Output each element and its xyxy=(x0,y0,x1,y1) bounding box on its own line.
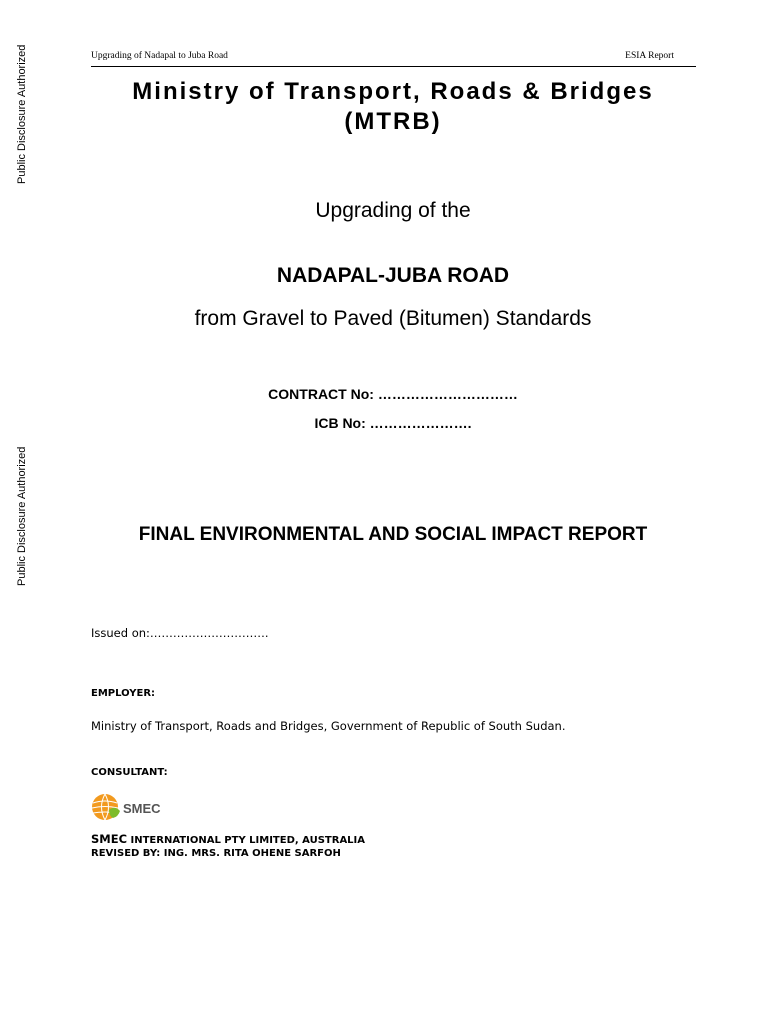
ministry-title-line1: Ministry of Transport, Roads & Bridges xyxy=(132,78,654,105)
employer-value: Ministry of Transport, Roads and Bridges, Government of Republic of South Sudan. xyxy=(91,719,566,733)
ministry-title-line2: (MTRB) xyxy=(344,108,442,135)
logo-text: SMEC xyxy=(123,801,161,816)
road-name: NADAPAL-JUBA ROAD xyxy=(276,264,510,287)
smec-logo xyxy=(85,793,175,823)
watermark-bottom: Public Disclosure Authorized xyxy=(16,446,28,586)
header-project-title: Upgrading of Nadapal to Juba Road xyxy=(91,51,228,61)
revised-by: REVISED BY: ING. MRS. RITA OHENE SARFOH xyxy=(91,848,341,859)
consultant-label: CONSULTANT: xyxy=(91,767,168,778)
consultant-name-rest: INTERNATIONAL PTY LIMITED, AUSTRALIA xyxy=(127,835,366,846)
consultant-brand: SMEC xyxy=(91,832,128,846)
consultant-name xyxy=(91,832,365,846)
watermark-top: Public Disclosure Authorized xyxy=(16,44,28,184)
ministry-title xyxy=(0,77,768,137)
icb-number: ICB No: …………………. xyxy=(314,415,472,431)
employer-label: EMPLOYER: xyxy=(91,688,156,699)
report-title: FINAL ENVIRONMENTAL AND SOCIAL IMPACT REPORT xyxy=(138,524,648,545)
upgrading-line: Upgrading of the xyxy=(315,199,471,222)
contract-number: CONTRACT No: ………………………… xyxy=(268,386,518,402)
standards-line: from Gravel to Paved (Bitumen) Standards xyxy=(194,307,592,330)
header-report-type: ESIA Report xyxy=(625,51,674,61)
issued-on: Issued on:…………………………. xyxy=(91,626,269,640)
page-header xyxy=(91,51,696,67)
